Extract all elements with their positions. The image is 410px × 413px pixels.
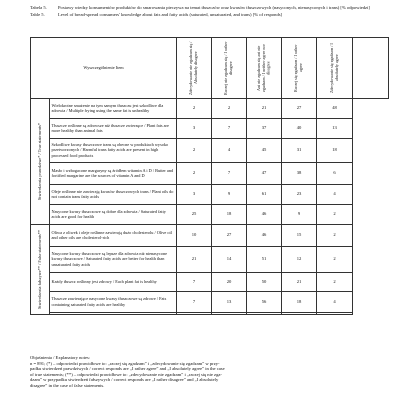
row-item-text: Wielokrotne smażenie na tym samym tłuszczu jest szkodliwe dla zdrowia / Multiple frying using the same fat is unhealthy <box>50 98 177 118</box>
cell-value: 7 <box>212 118 247 138</box>
cell-value: 21 <box>247 98 282 118</box>
table-row <box>31 272 389 291</box>
cell-value: 7 <box>177 291 212 312</box>
cell-value: 2 <box>317 272 353 291</box>
cell-value: 40 <box>282 118 317 138</box>
header-col-4: Raczej się zgadzam / I rather agree <box>282 38 317 99</box>
cell-value <box>212 312 247 315</box>
cell-value: 7 <box>212 162 247 184</box>
row-item-text <box>50 312 177 315</box>
cell-value: 7 <box>177 272 212 291</box>
cell-value <box>282 312 317 315</box>
cell-value: 14 <box>212 246 247 272</box>
cell-value: 37 <box>247 118 282 138</box>
row-item-text: Nasycone kwasy tłuszczowe są lepsze dla zdrowia niż nienasycone kwasy tłuszczowe / Saturated fatty acids are better for health than unsaturated fatty acids <box>50 246 177 272</box>
cell-value: 15 <box>282 224 317 246</box>
table-row <box>31 138 389 162</box>
cell-value: 10 <box>177 224 212 246</box>
caption-polish <box>30 5 400 11</box>
cell-value: 2 <box>177 162 212 184</box>
header-col-1: Zdecydowanie nie zgadzam się / Absolutely disagree <box>177 38 212 99</box>
cell-value: 2 <box>317 246 353 272</box>
notes-line: dzam” w przypadku stwierdzeń fałszywych / correct responds are „I rather disagree” and „I absolutely <box>30 377 219 383</box>
cell-value: 13 <box>317 118 353 138</box>
notes-line: of true statements; (**) – odpowiedzi prawidłowe to: „zdecydowanie nie zgadzam” i „raczej się nie zga- <box>30 371 222 377</box>
cell-value: 50 <box>247 272 282 291</box>
cell-value: 27 <box>282 98 317 118</box>
cell-value: 20 <box>212 272 247 291</box>
cell-value: 2 <box>317 224 353 246</box>
header-col-2: Raczej nie zgadzam się / I rather disagree <box>212 38 247 99</box>
cell-value: 48 <box>317 98 353 118</box>
cell-value: 38 <box>282 162 317 184</box>
cell-value: 13 <box>212 291 247 312</box>
row-item-text: Nasycone kwasy tłuszczowe są dobre dla zdrowia / Saturated fatty acids are good for health <box>50 204 177 224</box>
table-row <box>31 224 389 246</box>
cell-value: 4 <box>212 138 247 162</box>
header-row <box>31 38 389 99</box>
caption-text-pl: Postawy wiedzy konsumentów produktów do smarowania pieczywa na temat tłuszczów oraz kwasów tłuszczowych (nasyconych, nienasyconych i trans) [% odpowiedzi] <box>58 5 370 10</box>
row-item-text: Tłuszcze zawierające nasycone kwasy tłuszczowe są zdrowe / Fats containing saturated fatty acids are healthy <box>50 291 177 312</box>
cell-value: 61 <box>247 184 282 204</box>
group-label: Stwierdzenia fałszywe** / False statements** <box>37 229 43 309</box>
row-item-text: Każdy tłuszcz roślinny jest zdrowy / Each plant fat is healthy <box>50 272 177 291</box>
cell-value: 18 <box>212 204 247 224</box>
caption-text-en: Level of bread-spread consumers' knowledge about fats and fatty acids (saturated, unsaturated, and trans) [% of responds] <box>58 11 283 17</box>
cell-value: 21 <box>282 272 317 291</box>
cell-value: 2 <box>177 98 212 118</box>
header-col-3: Ani nie zgadzam się ani nie zgadzam / I neither agree nor disagree <box>247 38 282 99</box>
table-row <box>31 118 389 138</box>
row-item-text: Szkodliwe kwasy tłuszczowe trans są obecne w produktach wysoko przetworzonych / Harmful trans fatty acids are present in high processed food products <box>50 138 177 162</box>
table-row <box>31 184 389 204</box>
table-row <box>31 204 389 224</box>
cell-value: 18 <box>282 291 317 312</box>
notes-line: disagree” in the case of false statements. <box>30 382 105 388</box>
caption-label-en: Table 5. <box>30 11 45 17</box>
table-row <box>31 162 389 184</box>
table-row <box>31 246 389 272</box>
cell-value: 31 <box>282 138 317 162</box>
cell-value: 2 <box>212 98 247 118</box>
table-notes <box>30 355 390 389</box>
notes-line: padku stwierdzeń prawdziwych / correct responds are „I rather agree” and „I absolutely agree” in the case <box>30 366 225 372</box>
cell-value: 12 <box>282 246 317 272</box>
notes-title: Objaśnienia / Explanatory notes: <box>30 355 91 360</box>
table-caption <box>30 5 400 17</box>
header-col-5: Zdecydowanie się zgadzam / I absolutely agree <box>317 38 353 99</box>
table-row <box>31 98 389 118</box>
table-row <box>31 312 389 315</box>
cell-value <box>177 312 212 315</box>
caption-english <box>30 12 400 18</box>
cell-value: 56 <box>247 291 282 312</box>
cell-value: 21 <box>177 246 212 272</box>
row-item-text: Masło i wzbogacone margaryny są źródłem witamin A i D / Butter and fortified margarine are the sources of vitamin A and D <box>50 162 177 184</box>
notes-line: n = 891; (*) – odpowiedzi prawidłowe to: „raczej się zgadzam” i „zdecydowanie się zgadzam” w przy- <box>30 360 220 366</box>
table-body <box>31 98 389 315</box>
cell-value: 51 <box>247 246 282 272</box>
cell-value: 2 <box>177 138 212 162</box>
cell-value: 2 <box>317 204 353 224</box>
cell-value: 3 <box>177 184 212 204</box>
table-row <box>31 291 389 312</box>
cell-value: 18 <box>317 138 353 162</box>
cell-value: 9 <box>282 204 317 224</box>
cell-value <box>247 312 282 315</box>
group-label: Stwierdzenia prawdziwe* / True statements* <box>37 122 43 200</box>
cell-value <box>317 312 353 315</box>
cell-value: 27 <box>212 224 247 246</box>
group-label-cell <box>31 224 50 315</box>
row-item-text: Oleje roślinne nie zawierają kwasów tłuszczowych trans / Plant oils do not contain trans fatty acids <box>50 184 177 204</box>
cell-value: 4 <box>317 184 353 204</box>
cell-value: 46 <box>247 224 282 246</box>
cell-value: 47 <box>247 162 282 184</box>
cell-value: 9 <box>212 184 247 204</box>
caption-label-pl: Tabela 5. <box>30 5 47 10</box>
cell-value: 25 <box>177 204 212 224</box>
cell-value: 4 <box>317 291 353 312</box>
header-col-6 <box>353 38 389 99</box>
row-item-text: Tłuszcze roślinne są zdrowsze niż tłuszcze zwierzęce / Plant fats are more healthy than animal fats <box>50 118 177 138</box>
row-item-text: Oliwa z oliwek i oleje roślinne zawierają dużo cholesterolu / Olive oil and other oils are cholesterol-rich <box>50 224 177 246</box>
group-label-cell <box>31 98 50 224</box>
cell-value: 45 <box>247 138 282 162</box>
header-item: Wyszczególnienie Item <box>31 38 177 99</box>
cell-value: 3 <box>177 118 212 138</box>
data-table <box>30 37 389 315</box>
cell-value: 6 <box>317 162 353 184</box>
cell-value: 23 <box>282 184 317 204</box>
cell-value: 46 <box>247 204 282 224</box>
